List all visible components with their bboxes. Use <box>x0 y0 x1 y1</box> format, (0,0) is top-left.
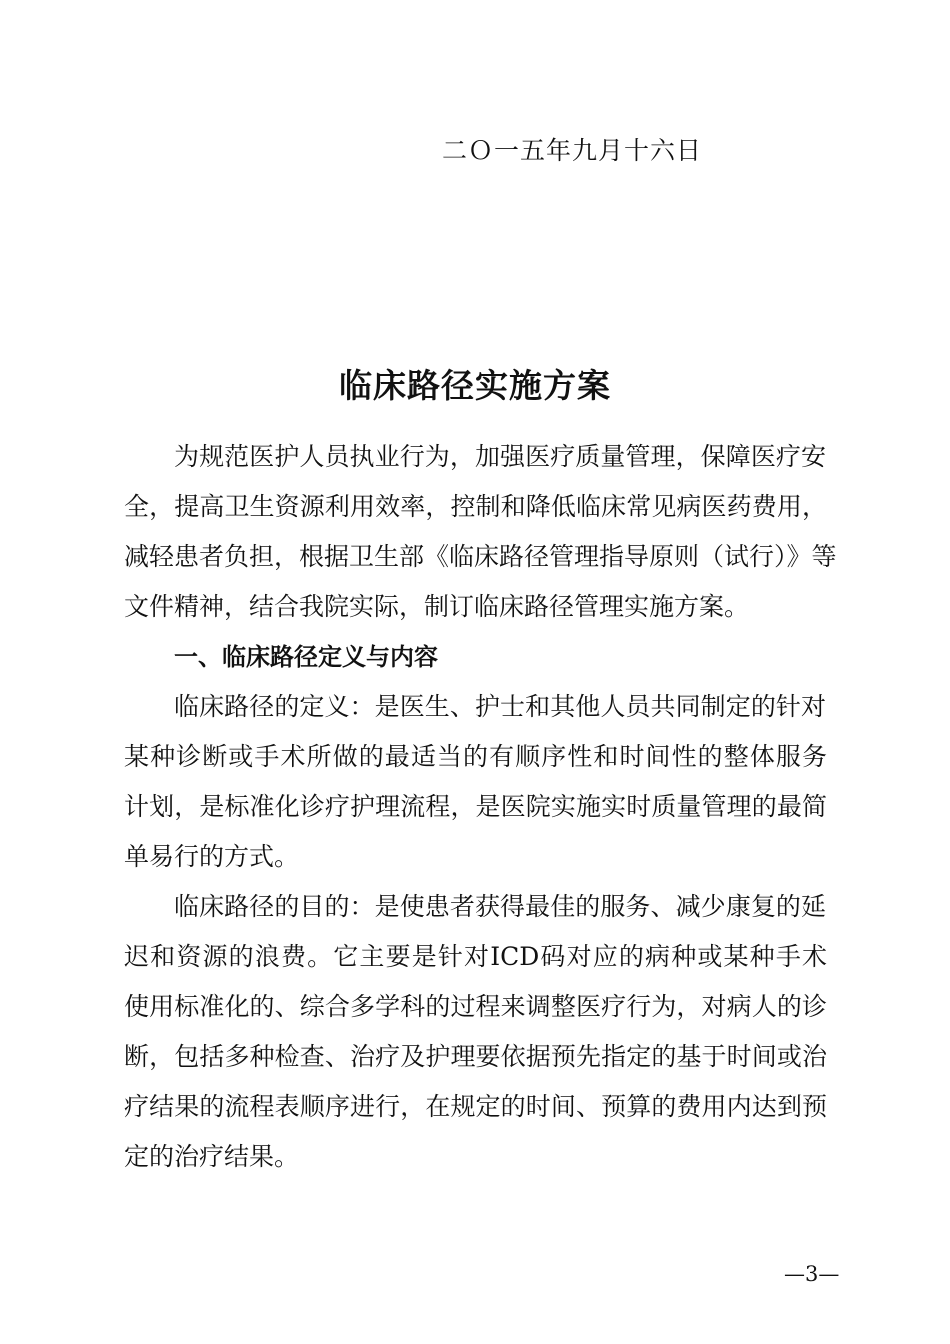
paragraph-line: 疗结果的流程表顺序进行，在规定的时间、预算的费用内达到预 <box>124 1092 827 1121</box>
paragraph-line: 减轻患者负担，根据卫生部《临床路径管理指导原则（试行）》等 <box>124 542 837 571</box>
paragraph-line: 全，提高卫生资源利用效率，控制和降低临床常见病医药费用， <box>124 492 827 521</box>
document-title: 临床路径实施方案 <box>339 366 611 405</box>
page-number: —3— <box>784 1262 840 1286</box>
paragraph-line: 某种诊断或手术所做的最适当的有顺序性和时间性的整体服务 <box>124 742 827 771</box>
paragraph-line: 文件精神，结合我院实际，制订临床路径管理实施方案。 <box>124 592 750 621</box>
paragraph-line: 断，包括多种检查、治疗及护理要依据预先指定的基于时间或治 <box>124 1042 827 1071</box>
paragraph-line: 为规范医护人员执业行为，加强医疗质量管理，保障医疗安 <box>174 442 826 471</box>
document-date: 二Ｏ一五年九月十六日 <box>442 136 703 165</box>
paragraph-line: 使用标准化的、综合多学科的过程来调整医疗行为，对病人的诊 <box>124 992 827 1021</box>
paragraph-line: 临床路径的目的：是使患者获得最佳的服务、减少康复的延 <box>174 892 826 921</box>
paragraph-line: 迟和资源的浪费。它主要是针对ICD码对应的病种或某种手术 <box>124 942 827 971</box>
paragraph-line: 临床路径的定义：是医生、护士和其他人员共同制定的针对 <box>174 692 826 721</box>
paragraph-line: 单易行的方式。 <box>124 842 300 871</box>
paragraph-line: 计划，是标准化诊疗护理流程，是医院实施实时质量管理的最简 <box>124 792 827 821</box>
paragraph-line: 定的治疗结果。 <box>124 1142 300 1171</box>
section-heading: 一、临床路径定义与内容 <box>174 643 438 671</box>
